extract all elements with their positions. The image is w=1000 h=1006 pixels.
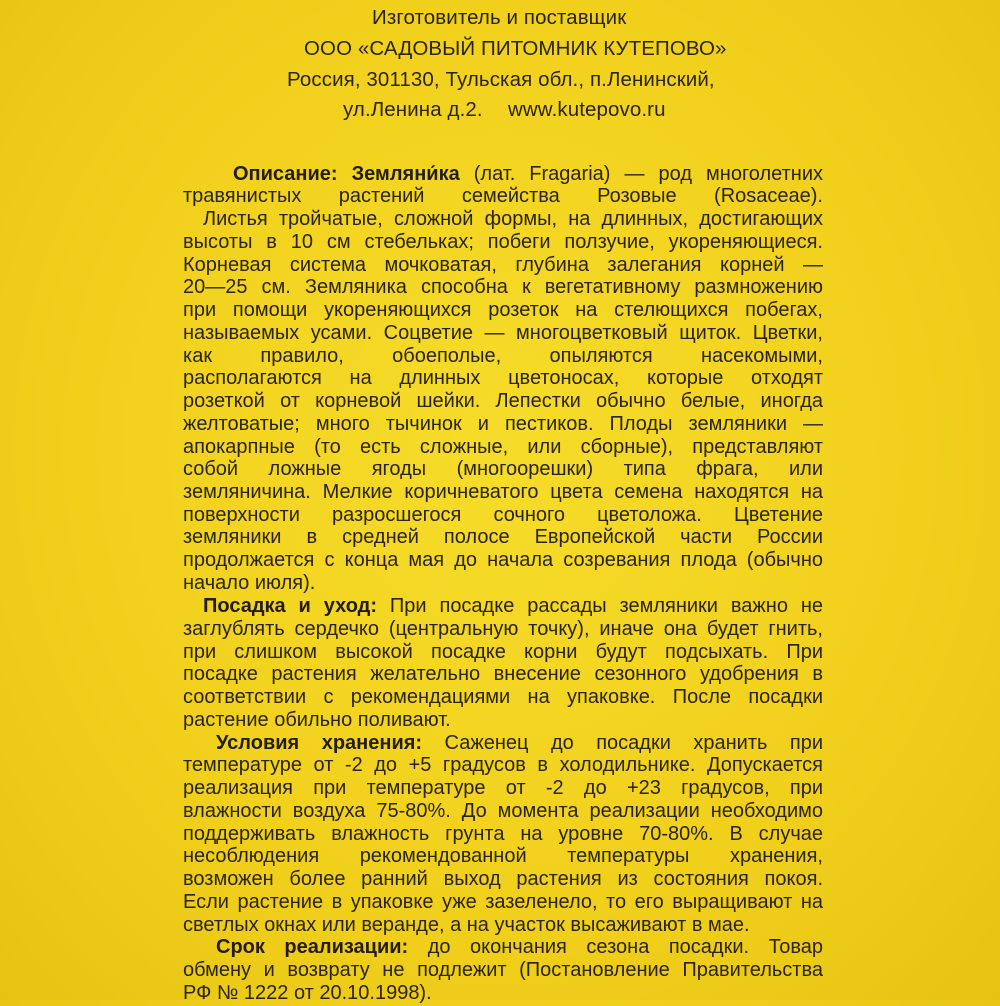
address-line-1: Россия, 301130, Тульская обл., п.Ленинский, xyxy=(287,68,715,91)
description-line: называемых усами. Соцветие — многоцветковый щиток. Цветки, xyxy=(183,322,823,344)
planting-heading: Посадка и уход: xyxy=(203,595,378,617)
storage-line: светлых окнах или веранде, а на участок высаживают в мае. xyxy=(183,914,750,936)
description-line: желтоватые; много тычинок и пестиков. Плоды земляники — xyxy=(183,413,823,435)
term-line: до окончания сезона посадки. Товар xyxy=(408,936,823,958)
description-line: апокарпные (то есть сложные, или сборные), представляют xyxy=(183,436,823,458)
description-line: (лат. Fragaria) — род многолетних xyxy=(459,163,823,185)
planting-line: при слишком высокой посадке корни будут подсыхать. При xyxy=(183,641,823,663)
description-line: Листья тройчатые, сложной формы, на длинных, достигающих xyxy=(203,208,823,230)
description-line: располагаются на длинных цветоносах, которые отходят xyxy=(183,367,823,389)
description-line: земляничина. Мелкие коричневатого цвета семена находятся на xyxy=(183,481,823,503)
storage-line: Если растение в упаковке уже зазеленело, то его выращивают на xyxy=(183,891,823,913)
description-line: собой ложные ягоды (многоорешки) типа фрага, или xyxy=(183,458,823,480)
description-first-line xyxy=(233,163,823,187)
description-line: высоты в 10 см стебельках; побеги ползучие, укореняющиеся. xyxy=(183,231,823,253)
storage-line: поддерживать влажность грунта на уровне 70-80%. В случае xyxy=(183,823,823,845)
term-line: РФ № 1222 от 20.10.1998). xyxy=(183,982,432,1004)
storage-line: реализация при температуре от -2 до +23 градусов, при xyxy=(183,777,823,799)
website: www.kutepovo.ru xyxy=(508,98,666,121)
term-line: обмену и возврату не подлежит (Постановление Правительства xyxy=(183,959,823,981)
address-line-2: ул.Ленина д.2. xyxy=(343,98,483,121)
planting-line: заглублять сердечко (центральную точку), иначе она будет гнить, xyxy=(183,618,823,640)
planting-line: растение обильно поливают. xyxy=(183,709,451,731)
description-line: земляники в средней полосе Европейской части России xyxy=(183,526,823,548)
storage-first-line xyxy=(216,732,823,756)
description-line: при помощи укореняющихся розеток на стелющихся побегах, xyxy=(183,299,823,321)
term-first-line xyxy=(216,936,823,960)
storage-line: возможен более ранний выход растения из состояния покоя. xyxy=(183,868,823,890)
description-line: поверхности разросшегося сочного цветоложа. Цветение xyxy=(183,504,823,526)
storage-line: Саженец до посадки хранить при xyxy=(422,732,824,754)
planting-line: посадке растения желательно внесение сезонного удобрения в xyxy=(183,663,823,685)
manufacturer-caption: Изготовитель и поставщик xyxy=(372,6,627,29)
description-line: Корневая система мочковатая, глубина залегания корней — xyxy=(183,254,823,276)
description-line: травянистых растений семейства Розовые (Rosaceae). xyxy=(183,185,823,207)
planting-line: соответствии с рекомендациями на упаковке. После посадки xyxy=(183,686,823,708)
storage-line: несоблюдения рекомендованной температуры хранения, xyxy=(183,845,823,867)
planting-line: При посадке рассады земляники важно не xyxy=(377,595,823,617)
storage-heading: Условия хранения: xyxy=(216,732,423,754)
description-line: розеткой от корневой шейки. Лепестки обычно белые, иногда xyxy=(183,390,823,412)
description-line: продолжается с конца мая до начала созревания плода (обычно xyxy=(183,549,823,571)
description-line: 20—25 см. Земляника способна к вегетативному размножению xyxy=(183,276,823,298)
description-line: как правило, обоеполые, опыляются насекомыми, xyxy=(183,345,823,367)
storage-line: влажности воздуха 75-80%. До момента реализации необходимо xyxy=(183,800,823,822)
planting-first-line xyxy=(203,595,823,619)
storage-line: температуре от -2 до +5 градусов в холодильнике. Допускается xyxy=(183,754,823,776)
term-heading: Срок реализации: xyxy=(216,936,409,958)
company-name: ООО «САДОВЫЙ ПИТОМНИК КУТЕПОВО» xyxy=(304,37,727,60)
plant-name: Земляни́ка xyxy=(351,163,460,185)
description-line: начало июля). xyxy=(183,572,316,594)
description-heading: Описание: xyxy=(233,163,338,185)
